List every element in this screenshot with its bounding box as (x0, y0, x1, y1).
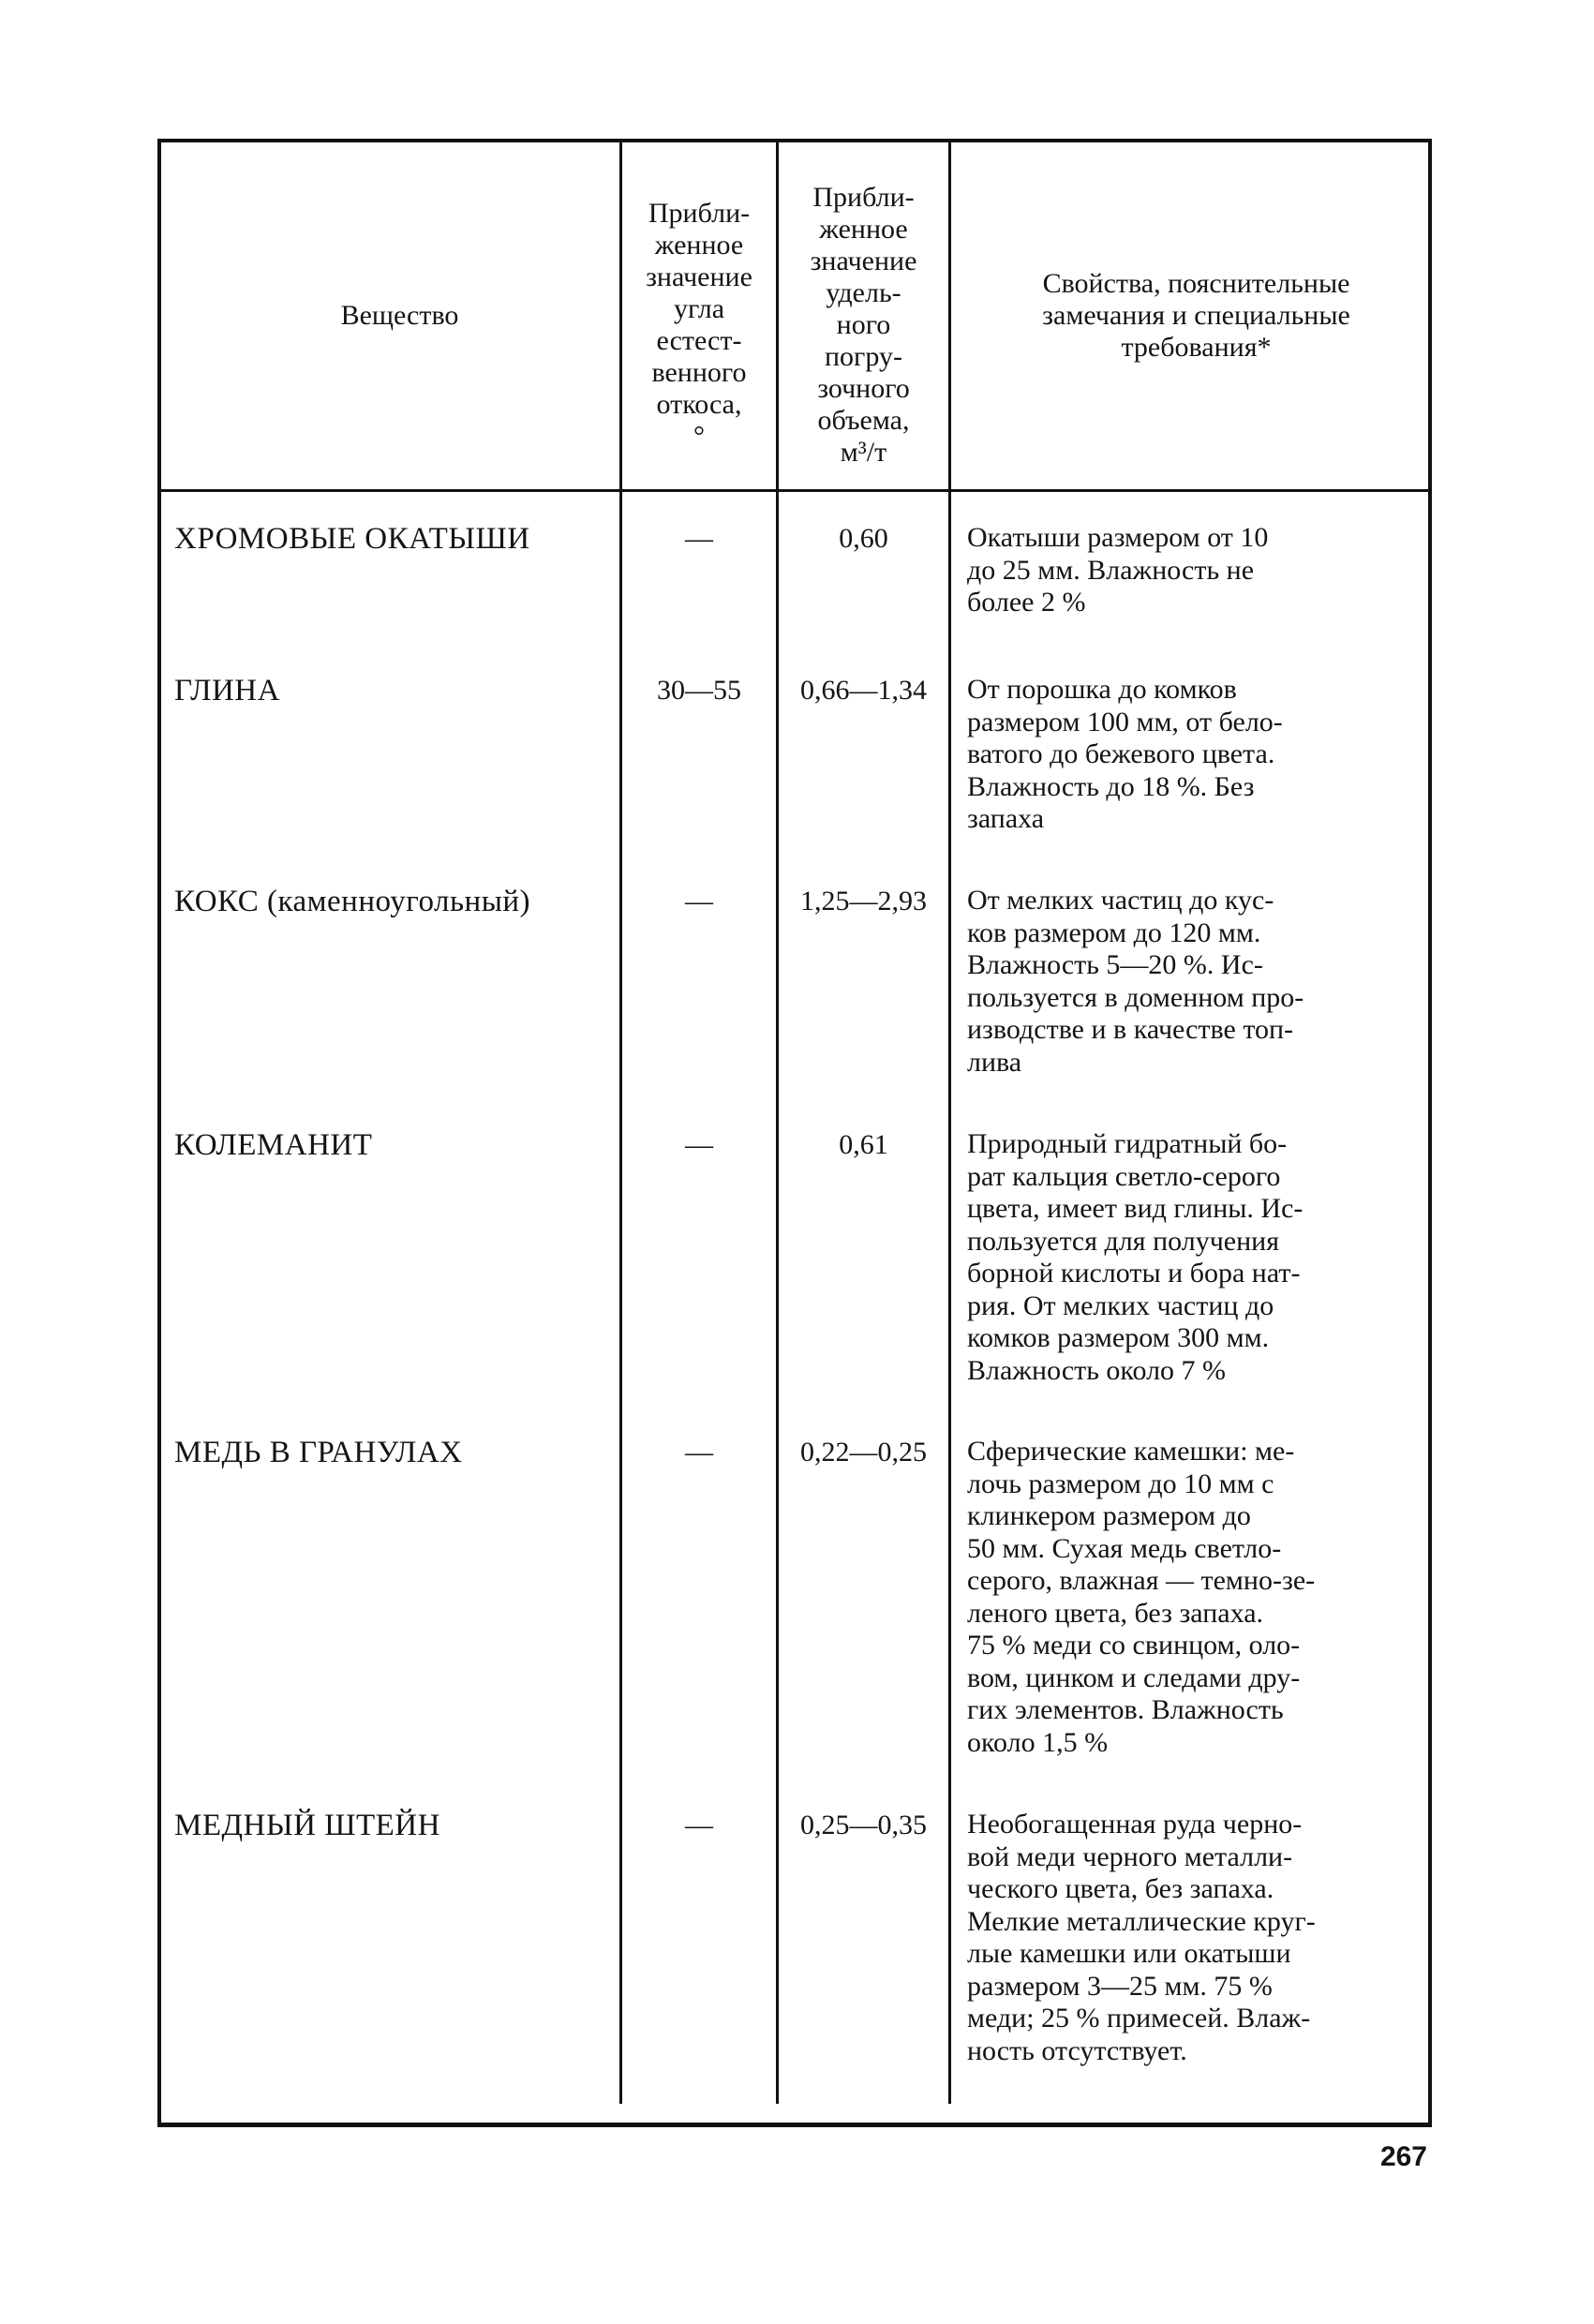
volume-value: 0,66—1,34 (800, 675, 927, 706)
page-number: 267 (1379, 2141, 1427, 2172)
volume-value: 0,25—0,35 (800, 1810, 927, 1840)
volume-value: 0,22—0,25 (800, 1437, 927, 1467)
properties-text: Природный гидратный бо- рат кальция светло-серого цвета, имеет вид глины. Ис- пользуется для получения борной кислоты и бора нат- рия. От мелких частиц до комков размером 300 мм. Влажность около 7 % (967, 1128, 1304, 1386)
properties-text: Окатыши размером от 10 до 25 мм. Влажность не более 2 % (967, 522, 1269, 618)
volume-value: 1,25—2,93 (800, 886, 927, 916)
volume-value: 0,61 (839, 1129, 888, 1160)
header-stowage-volume: Прибли- женное значение удель- ного погру- зочного объема, м³/т (810, 182, 917, 468)
substance-name: КОЛЕМАНИТ (174, 1128, 373, 1162)
properties-text: Сферические камешки: ме- лочь размером до 10 мм с клинкером размером до 50 мм. Сухая медь светло- серого, влажная — темно-зе- леного цвета, без запаха. 75 % меди со свинцом, оло- вом, цинком и следами дру- гих элементов. Влажность около 1,5 % (967, 1436, 1316, 1758)
substance-name: ГЛИНА (174, 674, 280, 708)
substance-name: МЕДЬ В ГРАНУЛАХ (174, 1436, 463, 1469)
angle-value: 30—55 (657, 675, 741, 706)
header-angle-of-repose: Прибли- женное значение угла естест- венного откоса, ° (646, 198, 752, 452)
substance-name: МЕДНЫЙ ШТЕЙН (174, 1809, 440, 1842)
properties-text: Необогащенная руда черно- вой меди черного металли- ческого цвета, без запаха. Мелкие металлические круг- лые камешки или окатыши размером 3—25 мм. 75 % меди; 25 % примесей. Влаж- ность отсутствует. (967, 1809, 1316, 2066)
header-substance: Вещество (340, 300, 459, 331)
volume-value: 0,60 (839, 523, 888, 554)
substance-name: КОКС (каменноугольный) (174, 885, 531, 918)
substance-name: ХРОМОВЫЕ ОКАТЫШИ (174, 522, 530, 556)
properties-text: От мелких частиц до кус- ков размером до 120 мм. Влажность 5—20 %. Ис- пользуется в доменном про- изводстве и в качестве топ- лива (967, 885, 1304, 1078)
angle-value: — (685, 1437, 713, 1467)
angle-value: — (685, 1810, 713, 1840)
header-properties: Свойства, пояснительные замечания и специальные требования* (1042, 268, 1350, 363)
angle-value: — (685, 1129, 713, 1160)
angle-value: — (685, 523, 713, 554)
angle-value: — (685, 886, 713, 916)
header-divider (161, 489, 1428, 492)
cargo-properties-table (157, 139, 1432, 2127)
properties-text: От порошка до комков размером 100 мм, от бело- ватого до бежевого цвета. Влажность до 18 %. Без запаха (967, 674, 1283, 834)
